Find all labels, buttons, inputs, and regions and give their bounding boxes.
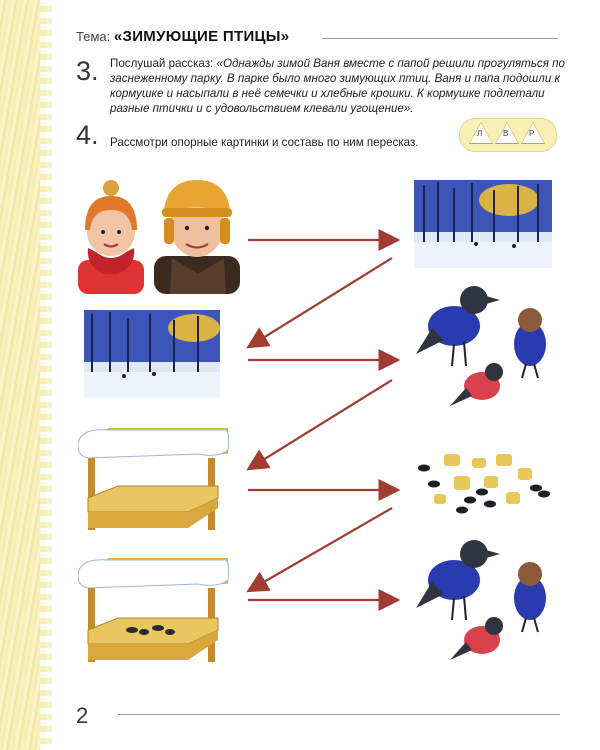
- task-3-number: 3.: [76, 56, 99, 86]
- theme-title: «ЗИМУЮЩИЕ ПТИЦЫ»: [113, 28, 290, 45]
- task-4-number: 4.: [76, 120, 99, 150]
- letter-r: Р: [529, 129, 535, 138]
- footer-divider: [118, 714, 560, 715]
- arrow-2: [250, 258, 392, 346]
- page-number: 2: [76, 703, 89, 728]
- story-text: «Однажды зимой Ваня вместе с папой решили прогуляться по заснеженному парку. В парке было много зимующих птиц. Ваня и папа подошли к кормушке и насыпали в неё семечки и хлебные крошки. К кормушке подлетали разные птички и с удовольствием клевали угощение».: [110, 57, 565, 115]
- theme-label: Тема:: [76, 29, 111, 44]
- arrow-6: [250, 508, 392, 590]
- task-4-text: Рассмотри опорные картинки и составь по ним пересказ.: [110, 136, 419, 149]
- task-3-intro: Послушай рассказ:: [110, 57, 214, 70]
- arrow-4: [250, 380, 392, 468]
- letter-v: В: [503, 129, 509, 138]
- letter-l: Л: [477, 129, 483, 138]
